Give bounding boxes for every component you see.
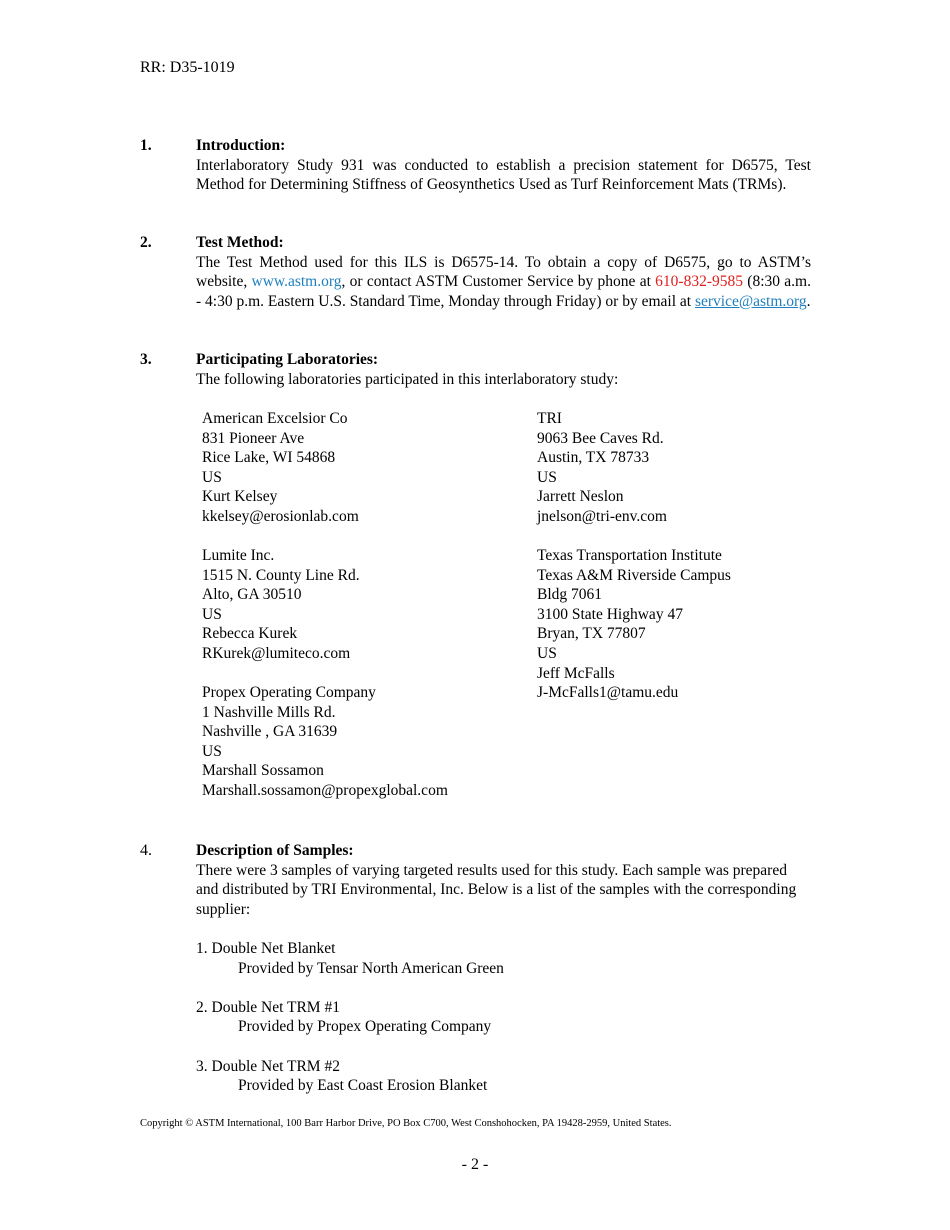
section-text: The following laboratories participated in this interlaboratory study:	[196, 370, 619, 388]
lab-country: US	[202, 742, 222, 760]
lab-address: 3100 State Highway 47	[537, 605, 683, 623]
section-title: Test Method:	[196, 234, 284, 251]
lab-contact: Kurt Kelsey	[202, 488, 278, 506]
section-participating-laboratories	[140, 350, 811, 389]
text-segment: , or contact ASTM Customer Service by phone at	[341, 273, 656, 291]
lab-email: RKurek@lumiteco.com	[202, 644, 351, 662]
lab-name: TRI	[537, 410, 562, 427]
lab-contact: Rebecca Kurek	[202, 625, 298, 643]
lab-email: kkelsey@erosionlab.com	[202, 507, 359, 525]
lab-name: Lumite Inc.	[202, 547, 275, 564]
lab-address: 1 Nashville Mills Rd.	[202, 703, 336, 721]
email-link[interactable]: service@astm.org	[694, 292, 807, 310]
lab-name: Texas Transportation Institute	[537, 547, 722, 564]
lab-propex	[202, 683, 532, 801]
section-description-of-samples	[140, 841, 811, 1115]
sample-label: 2. Double Net TRM #1	[196, 998, 340, 1016]
section-number: 3.	[140, 351, 152, 368]
lab-name: American Excelsior Co	[202, 410, 348, 427]
lab-american-excelsior	[202, 409, 532, 527]
section-test-method	[140, 233, 811, 311]
section-title: Introduction:	[196, 137, 286, 154]
lab-name: Propex Operating Company	[202, 684, 376, 701]
document-id: RR: D35-1019	[140, 59, 235, 76]
lab-texas-transportation-institute	[537, 546, 867, 703]
lab-email: jnelson@tri-env.com	[537, 507, 667, 525]
sample-label: 1. Double Net Blanket	[196, 939, 336, 957]
text-segment: (8:30 a.m. - 4:30 p.m. Eastern U.S. Standard Time, Monday through Friday) or by email at	[196, 273, 811, 310]
lab-city: Bryan, TX 77807	[537, 625, 646, 643]
lab-city: Alto, GA 30510	[202, 586, 302, 604]
lab-city: Nashville , GA 31639	[202, 723, 338, 741]
lab-address: 831 Pioneer Ave	[202, 429, 305, 447]
lab-city: Rice Lake, WI 54868	[202, 449, 336, 467]
lab-contact: Jeff McFalls	[537, 664, 615, 682]
lab-email: J-McFalls1@tamu.edu	[537, 684, 679, 702]
section-title: Description of Samples:	[196, 842, 354, 859]
lab-address: 9063 Bee Caves Rd.	[537, 429, 664, 447]
lab-city: Austin, TX 78733	[537, 449, 650, 467]
section-title: Participating Laboratories:	[196, 351, 379, 368]
page-number: - 2 -	[461, 1156, 489, 1173]
lab-address: 1515 N. County Line Rd.	[202, 566, 360, 584]
lab-campus: Texas A&M Riverside Campus	[537, 566, 731, 584]
phone-number: 610-832-9585	[655, 273, 743, 291]
lab-contact: Jarrett Neslon	[537, 488, 624, 506]
section-introduction	[140, 136, 811, 195]
list-item	[196, 1057, 811, 1096]
section-text: Interlaboratory Study 931 was conducted to establish a precision statement for D6575, Test Method for Determining Stiffness of Geosynthetics Used as Turf Reinforcement Mats (TRMs).	[196, 156, 811, 194]
section-number: 4.	[140, 842, 152, 859]
section-number: 2.	[140, 234, 152, 251]
text-segment: The Test Method used for this ILS is D6575-14. To obtain a copy of D6575, go to ASTM’s website,	[196, 253, 811, 291]
list-item	[196, 939, 811, 978]
copyright-footer: Copyright © ASTM International, 100 Barr Harbor Drive, PO Box C700, West Conshohocken, PA 19428-2959, United States.	[140, 1118, 672, 1129]
section-text: There were 3 samples of varying targeted results used for this study. Each sample was prepared and distributed by TRI Environmental, Inc. Below is a list of the samples with the corresponding supplier:	[196, 861, 797, 918]
sample-label: 3. Double Net TRM #2	[196, 1057, 340, 1075]
section-text	[196, 253, 811, 312]
lab-building: Bldg 7061	[537, 586, 603, 604]
lab-lumite	[202, 546, 532, 664]
lab-email: Marshall.sossamon@propexglobal.com	[202, 781, 448, 799]
lab-tri	[537, 409, 867, 527]
sample-provider: Provided by Tensar North American Green	[238, 959, 504, 977]
lab-contact: Marshall Sossamon	[202, 762, 324, 780]
text-segment: .	[806, 292, 811, 310]
sample-list	[196, 939, 811, 1096]
sample-provider: Provided by East Coast Erosion Blanket	[238, 1077, 488, 1095]
lab-country: US	[537, 644, 557, 662]
lab-country: US	[202, 468, 222, 486]
lab-country: US	[202, 605, 222, 623]
lab-country: US	[537, 468, 557, 486]
website-link[interactable]: www.astm.org	[251, 273, 342, 291]
sample-provider: Provided by Propex Operating Company	[238, 1018, 492, 1036]
list-item	[196, 998, 811, 1037]
section-number: 1.	[140, 137, 152, 154]
